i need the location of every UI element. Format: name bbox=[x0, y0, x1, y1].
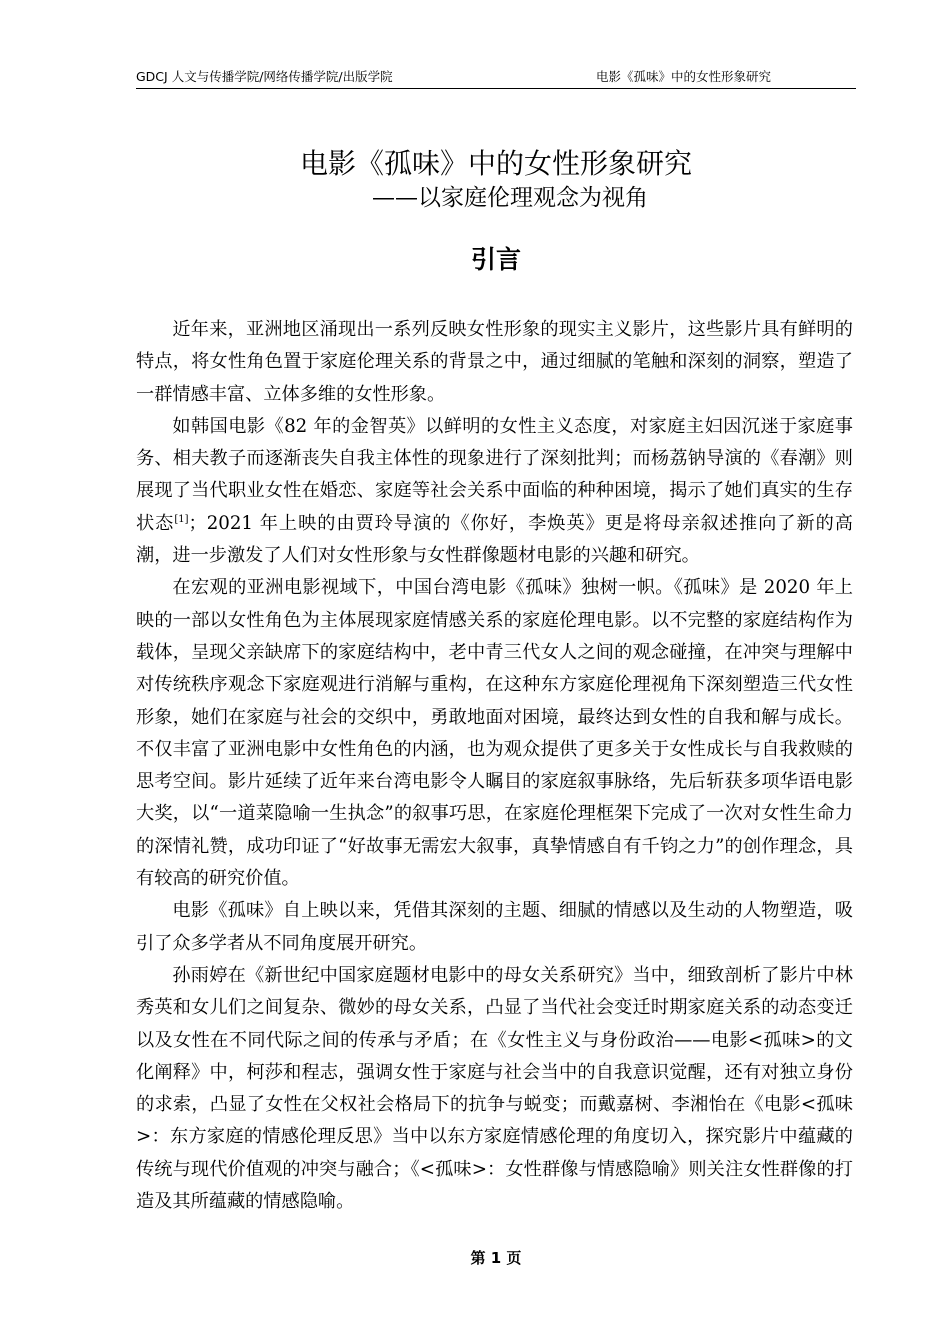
paragraph-3: 在宏观的亚洲电影视域下，中国台湾电影《孤味》独树一帜。《孤味》是 2020 年上映的一部以女性角色为主体展现家庭情感关系的家庭伦理电影。以不完整的家庭结构作为载体，呈现父亲缺席下的家庭结构中，老中青三代女人之间的观念碰撞，在冲突与理解中对传统秩序观念下家庭观进行消解与重构，在这种东方家庭伦理视角下深刻塑造三代女性形象，她们在家庭与社会的交织中，勇敢地面对困境，最终达到女性的自我和解与成长。不仅丰富了亚洲电影中女性角色的内涵，也为观众提供了更多关于女性成长与自我救赎的思考空间。影片延续了近年来台湾电影令人瞩目的家庭叙事脉络，先后斩获多项华语电影大奖，以“一道菜隐喻一生执念”的叙事巧思，在家庭伦理框架下完成了一次对女性生命力的深情礼赞，成功印证了“好故事无需宏大叙事，真挚情感自有千钧之力”的创作理念，具有较高的研究价值。 bbox=[136, 577, 853, 890]
page-subtitle: ——以家庭伦理观念为视角 bbox=[372, 185, 648, 211]
header-paper-title: 电影《孤味》中的女性形象研究 bbox=[596, 69, 772, 84]
page-number: 第 1 页 bbox=[470, 1249, 522, 1267]
page-header bbox=[136, 68, 856, 89]
paragraph-1: 近年来，亚洲地区涌现出一系列反映女性形象的现实主义影片，这些影片具有鲜明的特点，将女性角色置于家庭伦理关系的背景之中，通过细腻的笔触和深刻的洞察，塑造了一群情感丰富、立体多维的女性形象。 bbox=[136, 319, 853, 405]
citation-marker: [1] bbox=[174, 513, 189, 525]
body-text bbox=[136, 314, 853, 1218]
paragraph-2-text-b: ；2021 年上映的由贾玲导演的《你好，李焕英》更是将母亲叙述推向了新的高潮，进一步激发了人们对女性形象与女性群像题材电影的兴趣和研究。 bbox=[136, 512, 853, 567]
paragraph-4: 电影《孤味》自上映以来，凭借其深刻的主题、细腻的情感以及生动的人物塑造，吸引了众多学者从不同角度展开研究。 bbox=[136, 900, 853, 954]
paragraph-5: 孙雨婷在《新世纪中国家庭题材电影中的母女关系研究》当中，细致剖析了影片中林秀英和女儿们之间复杂、微妙的母女关系，凸显了当代社会变迁时期家庭关系的动态变迁以及女性在不同代际之间的传承与矛盾；在《女性主义与身份政治——电影<孤味>的文化阐释》中，柯莎和程志，强调女性于家庭与社会当中的自我意识觉醒，还有对独立身份的求索，凸显了女性在父权社会格局下的抗争与蜕变；而戴嘉树、李湘怡在《电影<孤味>：东方家庭的情感伦理反思》当中以东方家庭情感伦理的角度切入，探究影片中蕴藏的传统与现代价值观的冲突与融合；《<孤味>：女性群像与情感隐喻》则关注女性群像的打造及其所蕴藏的情感隐喻。 bbox=[136, 964, 853, 1213]
section-heading: 引言 bbox=[470, 245, 521, 274]
paragraph-2 bbox=[136, 411, 853, 572]
paragraph-2-text-a: 如韩国电影《82 年的金智英》以鲜明的女性主义态度，对家庭主妇因沉迷于家庭事务、相夫教子而逐渐丧失自我主体性的现象进行了深刻批判；而杨荔钠导演的《春潮》则展现了当代职业女性在婚恋、家庭等社会关系中面临的种种困境，揭示了她们真实的生存状态 bbox=[136, 415, 853, 534]
header-institution: GDCJ 人文与传播学院/网络传播学院/出版学院 bbox=[136, 69, 393, 84]
page-title: 电影《孤味》中的女性形象研究 bbox=[299, 147, 692, 180]
